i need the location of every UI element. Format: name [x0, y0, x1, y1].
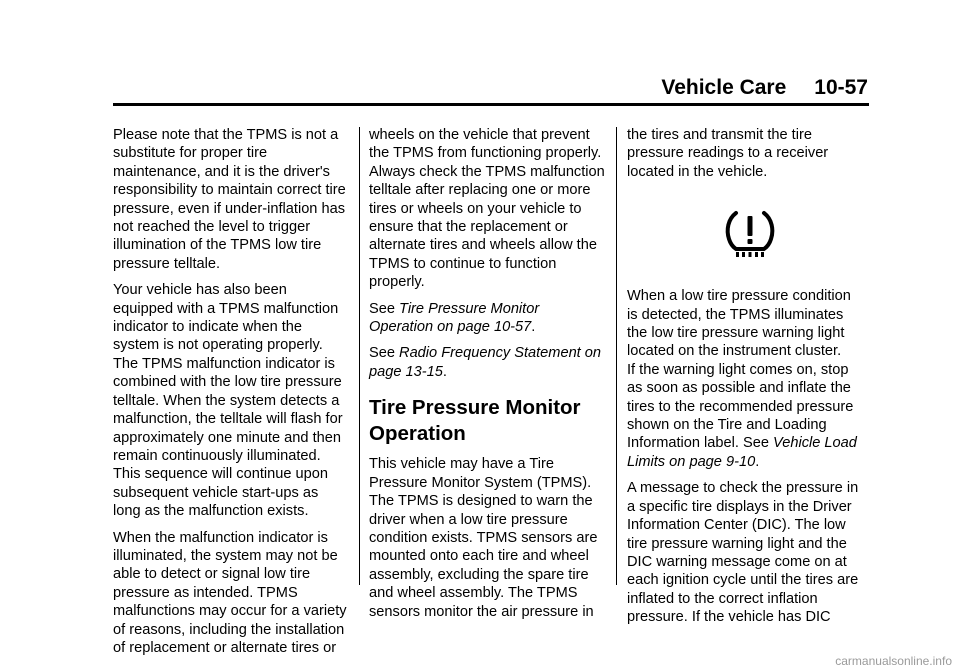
tpms-warning-icon-container: [627, 181, 872, 287]
text-line: pressure telltale.: [113, 255, 221, 272]
text-line: pressure readings to a receiver: [627, 145, 829, 162]
text-line: illuminated, the system may not be: [113, 547, 338, 564]
paragraph: [369, 126, 609, 292]
text-line: alternate tires and wheels allow the: [369, 237, 597, 254]
text-line: of reasons, including the installation: [113, 621, 345, 638]
text-line: A message to check the pressure in: [627, 480, 859, 497]
text-line: the TPMS from functioning properly.: [369, 145, 602, 162]
text-line: Your vehicle has also been: [113, 282, 287, 299]
text-line: subsequent vehicle start-ups as: [113, 484, 319, 501]
cross-reference-link[interactable]: Tire Pressure Monitor: [399, 300, 540, 317]
text-line: is detected, the TPMS illuminates: [627, 306, 844, 323]
column-divider-2: [616, 127, 617, 585]
cross-reference-link[interactable]: Radio Frequency Statement on: [399, 345, 602, 362]
text-line: approximately one minute and then: [113, 429, 341, 446]
header-rule: [113, 103, 869, 106]
text-line: substitute for proper tire: [113, 145, 268, 162]
text-line: TPMS to continue to function: [369, 255, 557, 272]
text-line: ensure that the replacement or: [369, 219, 568, 236]
text-line: The TPMS is designed to warn the: [369, 493, 593, 510]
text-line: combined with the low tire pressure: [113, 374, 342, 391]
section-heading: [369, 395, 609, 447]
text-line: a specific tire displays in the Driver: [627, 498, 852, 515]
text-line: indicator to indicate when the: [113, 319, 303, 336]
text-line: illumination of the TPMS low tire: [113, 237, 322, 254]
text-line: malfunctions may occur for a variety: [113, 603, 347, 620]
text-line: the low tire pressure warning light: [627, 325, 845, 342]
page-header: [650, 76, 868, 100]
text-line: telltale after replacing one or more: [369, 182, 591, 199]
text-line: This sequence will continue upon: [113, 466, 328, 483]
text-line: responsibility to maintain correct tire: [113, 182, 346, 199]
section-title: Vehicle Care: [661, 76, 787, 99]
punctuation: .: [755, 453, 760, 470]
text-line: long as the malfunction exists.: [113, 503, 309, 520]
column-2: [369, 126, 609, 629]
text-line: driver when a low tire pressure: [369, 511, 568, 528]
heading-line: Operation: [369, 422, 466, 446]
text-line: Please note that the TPMS is not a: [113, 127, 339, 143]
paragraph: [627, 126, 872, 181]
watermark: carmanualsonline.info: [835, 654, 952, 668]
text-line: assembly, excluding the spare tire: [369, 566, 589, 583]
text-line: tires to the recommended pressure: [627, 398, 854, 415]
text-line: Pressure Monitor System (TPMS).: [369, 474, 592, 491]
text-line: remain continuously illuminated.: [113, 447, 321, 464]
text-line: sensors monitor the air pressure in: [369, 603, 594, 620]
text-line: When the malfunction indicator is: [113, 529, 328, 546]
punctuation: .: [442, 363, 447, 380]
text-line: located in the vehicle.: [627, 163, 768, 180]
text-line: tire pressure warning light and the: [627, 535, 847, 552]
text-line: maintenance, and it is the driver's: [113, 163, 330, 180]
text-line: This vehicle may have a Tire: [369, 456, 554, 473]
column-1: [113, 126, 353, 665]
text-line: and wheel assembly. The TPMS: [369, 585, 578, 602]
text-line: able to detect or signal low tire: [113, 566, 311, 583]
text-line: DIC warning message come on at: [627, 553, 847, 570]
text-line: of replacement or alternate tires or: [113, 639, 337, 656]
cross-reference-link[interactable]: Vehicle Load: [773, 435, 857, 452]
text-line: as soon as possible and inflate the: [627, 380, 851, 397]
text-line: wheels on the vehicle that prevent: [369, 127, 590, 143]
paragraph: [113, 529, 353, 658]
heading-line: Tire Pressure Monitor: [369, 396, 581, 420]
text-line: pressure. If the vehicle has DIC: [627, 609, 831, 626]
text-line: located on the instrument cluster.: [627, 343, 842, 360]
text-line: properly.: [369, 274, 425, 291]
text-line: If the warning light comes on, stop: [627, 361, 849, 378]
text-line: telltale. When the system detects a: [113, 392, 340, 409]
text-line: equipped with a TPMS malfunction: [113, 300, 339, 317]
cross-reference-link[interactable]: Limits on page 9-10: [627, 453, 756, 470]
text-line: Information Center (DIC). The low: [627, 517, 846, 534]
text-line: the tires and transmit the tire: [627, 127, 812, 143]
paragraph: [113, 126, 353, 273]
tpms-warning-icon: [722, 208, 778, 260]
text-line: tires or wheels on your vehicle to: [369, 200, 582, 217]
paragraph: [113, 281, 353, 520]
text-line: The TPMS malfunction indicator is: [113, 355, 335, 372]
text-line: each ignition cycle until the tires are: [627, 572, 859, 589]
text-line: Information label. See: [627, 435, 774, 452]
paragraph: [627, 287, 872, 471]
text-line: pressure, even if under-inflation has: [113, 200, 346, 217]
cross-reference: [369, 300, 609, 337]
cross-reference-link[interactable]: Operation on page 10-57: [369, 319, 532, 336]
text-line: system is not operating properly.: [113, 337, 323, 354]
paragraph: [627, 479, 872, 626]
text-line: malfunction, the telltale will flash for: [113, 411, 343, 428]
column-divider-1: [359, 127, 360, 585]
text-line: mounted onto each tire and wheel: [369, 548, 589, 565]
text-line: shown on the Tire and Loading: [627, 417, 827, 434]
text-line: not reached the level to trigger: [113, 219, 311, 236]
column-3: [627, 126, 872, 635]
cross-reference-link[interactable]: page 13-15: [369, 363, 443, 380]
text-line: pressure as intended. TPMS: [113, 584, 298, 601]
punctuation: .: [531, 319, 536, 336]
text-line: condition exists. TPMS sensors are: [369, 529, 598, 546]
text-line: When a low tire pressure condition: [627, 288, 851, 305]
see-label: See: [369, 300, 400, 317]
cross-reference: [369, 344, 609, 381]
paragraph: [369, 455, 609, 621]
see-label: See: [369, 345, 400, 362]
text-line: Always check the TPMS malfunction: [369, 163, 605, 180]
page-number: 10-57: [814, 76, 868, 99]
text-line: inflated to the correct inflation: [627, 590, 818, 607]
